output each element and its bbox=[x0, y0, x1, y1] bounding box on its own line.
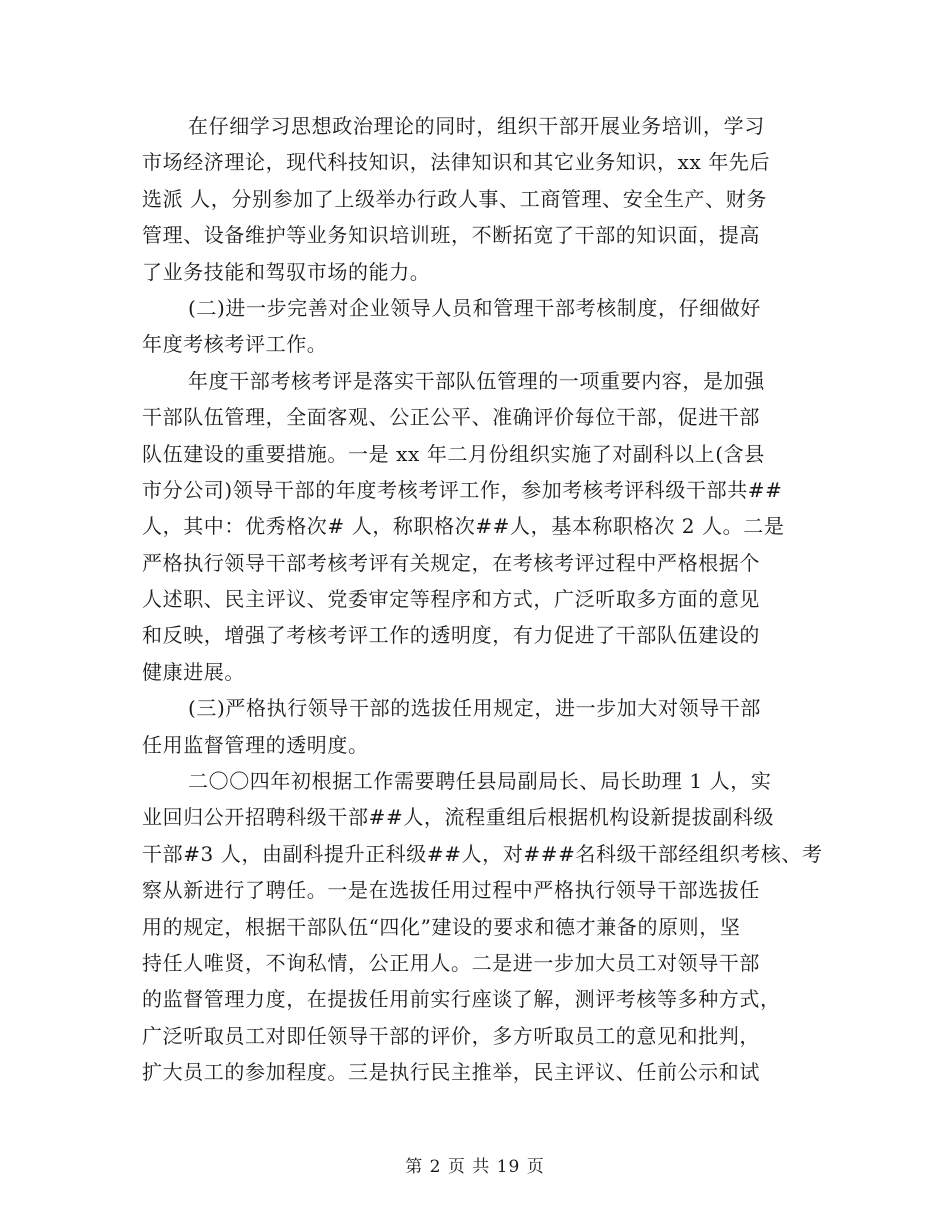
text-line: 队伍建设的重要措施。一是 xx 年二月份组织实施了对副科以上(含县 bbox=[142, 441, 765, 466]
text-line: 广泛听取员工对即任领导干部的评价，多方听取员工的意见和批判， bbox=[142, 1023, 760, 1048]
text-line: (三)严格执行领导干部的选拔任用规定，进一步加大对领导干部 bbox=[188, 696, 762, 721]
text-line: 管理、设备维护等业务知识培训班，不断拓宽了干部的知识面，提高 bbox=[142, 223, 760, 248]
paragraph-appointment bbox=[142, 763, 823, 1091]
text-line: 用的规定，根据干部队伍“四化”建设的要求和德才兼备的原则，坚 bbox=[142, 914, 741, 939]
text-line: 干部#3 人，由副科提升正科级##人，对###名科级干部经组织考核、考 bbox=[142, 841, 823, 866]
document-body bbox=[142, 108, 823, 1091]
text-line: 任用监督管理的透明度。 bbox=[142, 732, 369, 757]
text-line: 干部队伍管理，全面客观、公正公平、准确评价每位干部，促进干部 bbox=[142, 405, 760, 430]
paragraph-heading-3 bbox=[142, 690, 812, 763]
text-line: 人，其中：优秀格次# 人，称职格次##人，基本称职格次 2 人。二是 bbox=[142, 514, 785, 539]
paragraph-training bbox=[142, 108, 812, 290]
text-line: 严格执行领导干部考核考评有关规定，在考核考评过程中严格根据个 bbox=[142, 550, 760, 575]
text-line: 人述职、民主评议、党委审定等程序和方式，广泛听取多方面的意见 bbox=[142, 587, 760, 612]
text-line: (二)进一步完善对企业领导人员和管理干部考核制度，仔细做好 bbox=[188, 295, 762, 320]
text-line: 和反映，增强了考核考评工作的透明度，有力促进了干部队伍建设的 bbox=[142, 623, 760, 648]
text-line: 察从新进行了聘任。一是在选拔任用过程中严格执行领导干部选拔任 bbox=[142, 878, 760, 903]
paragraph-annual-review bbox=[142, 363, 812, 691]
text-line: 扩大员工的参加程度。三是执行民主推举，民主评议、任前公示和试 bbox=[142, 1060, 760, 1085]
text-line: 在仔细学习思想政治理论的同时，组织干部开展业务培训，学习 bbox=[188, 114, 765, 138]
text-line: 的监督管理力度，在提拔任用前实行座谈了解，测评考核等多种方式， bbox=[142, 987, 781, 1012]
text-line: 年度干部考核考评是落实干部队伍管理的一项重要内容，是加强 bbox=[188, 368, 765, 393]
text-line: 持任人唯贤，不询私情，公正用人。二是进一步加大员工对领导干部 bbox=[142, 950, 760, 975]
text-line: 健康进展。 bbox=[142, 659, 245, 684]
text-line: 年度考核考评工作。 bbox=[142, 332, 328, 357]
text-line: 市分公司)领导干部的年度考核考评工作，参加考核考评科级干部共## bbox=[142, 477, 783, 502]
text-line: 二〇〇四年初根据工作需要聘任县局副局长、局长助理 1 人，实 bbox=[188, 769, 772, 794]
text-line: 了业务技能和驾驭市场的能力。 bbox=[142, 259, 431, 284]
paragraph-heading-2 bbox=[142, 290, 812, 363]
text-line: 市场经济理论，现代科技知识，法律知识和其它业务知识，xx 年先后 bbox=[142, 150, 771, 175]
text-line: 选派 人，分别参加了上级举办行政人事、工商管理、安全生产、财务 bbox=[142, 186, 767, 211]
text-line: 业回归公开招聘科级干部##人，流程重组后根据机构设新提拔副科级 bbox=[142, 805, 775, 830]
page-number-footer: 第 2 页 共 19 页 bbox=[405, 1157, 545, 1177]
